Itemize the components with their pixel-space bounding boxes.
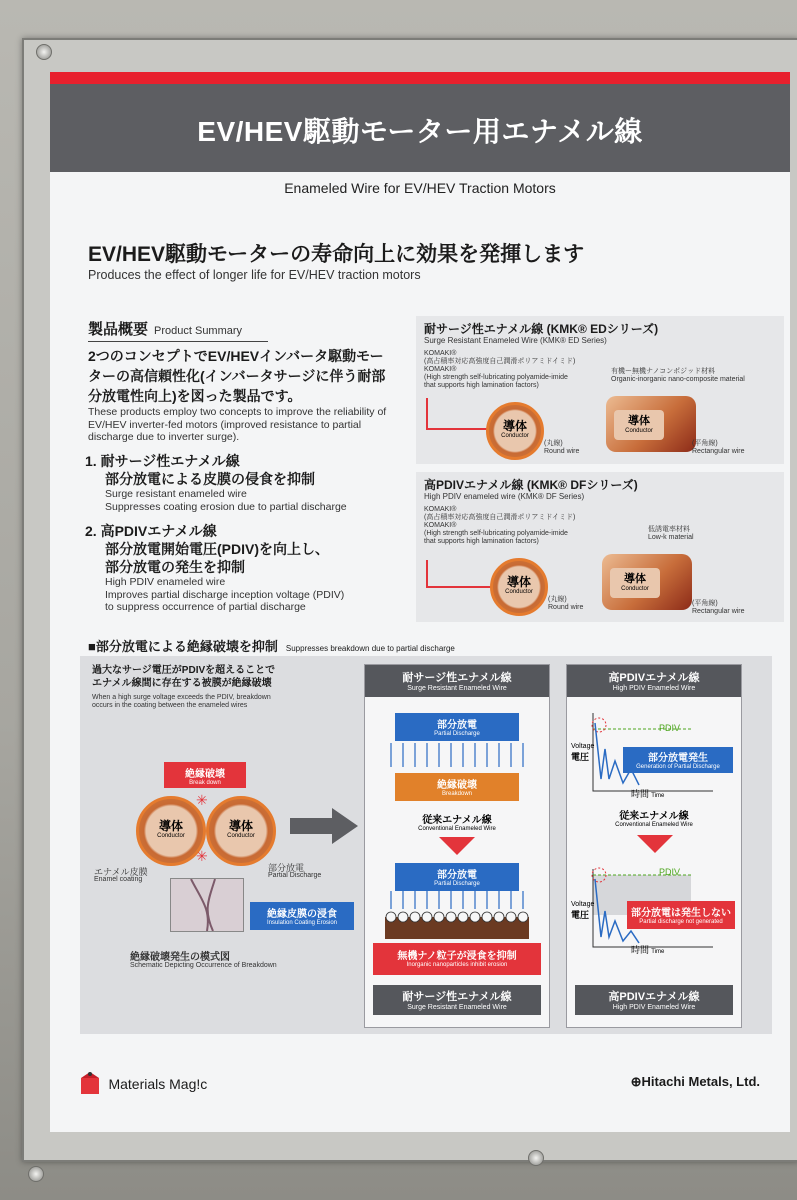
panel-ed-round-label: (丸線) Round wire: [544, 440, 580, 455]
frame-screw-bottom-left: [28, 1166, 44, 1182]
breakdown-label: 絶縁破壊 Break down: [164, 762, 246, 788]
product-summary-en: These products employ two concepts to improve the reliability of EV/HEV inverter-fed motors (improved resistance to partial discharge due to inverter surge).: [88, 406, 387, 443]
product-summary-title-en: Product Summary: [154, 325, 243, 337]
breakdown-wire-left: 導体 Conductor: [136, 796, 206, 866]
summary-item-1-en1: Surge resistant enameled wire: [105, 488, 247, 500]
pd-not-generated-label: 部分放電は発生しない Partial discharge not generated: [627, 901, 735, 929]
breakdown-section-title: ■部分放電による絶縁破壊を抑制 Suppresses breakdown due to partial discharge: [88, 639, 455, 654]
panel-df-title-en: High PDIV enameled wire (KMK® DF Series): [424, 492, 585, 501]
product-summary-jp: 2つのコンセプトでEV/HEVインバータ駆動モーターの高信頼性化(インバータサージに伴う耐部分放電性向上)を図った製品です。: [88, 348, 386, 404]
summary-item-2-sub2: 部分放電の発生を抑制: [105, 559, 245, 575]
voltage-axis-2: Voltage 電圧: [571, 901, 595, 920]
down-arrow-icon: [439, 837, 475, 855]
summary-item-2-title: 2. 高PDIVエナメル線: [85, 523, 217, 539]
pdiv-box-header: 高PDIVエナメル線 High PDIV Enameled Wire: [567, 665, 741, 697]
surge-box-header: 耐サージ性エナメル線 Surge Resistant Enameled Wire: [365, 665, 549, 697]
title-bar: [50, 84, 790, 172]
discharge-arrows-icon: [385, 743, 529, 773]
erosion-crack-icon: [171, 879, 243, 931]
pdiv-label: PDIV: [659, 723, 681, 733]
surge-box-pd: 部分放電 Partial Discharge: [395, 713, 519, 741]
enamel-coating-label: エナメル皮膜 Enamel coating: [94, 867, 148, 883]
materials-magic-logo: [78, 1070, 207, 1098]
headline: EV/HEV駆動モーターの寿命向上に効果を発揮します: [88, 243, 585, 266]
schematic-caption: 絶縁破壊発生の模式図 Schematic Depicting Occurrence of Breakdown: [130, 952, 277, 969]
poster-subtitle: Enameled Wire for EV/HEV Traction Motors: [284, 180, 556, 196]
time-axis: 時間 Time: [631, 789, 665, 799]
partial-discharge-label: 部分放電 Partial Discharge: [268, 863, 322, 879]
breakdown-intro-en: When a high surge voltage exceeds the PDIV, breakdown occurs in the coating between the enameled wires: [92, 694, 271, 709]
summary-item-2: [85, 522, 395, 614]
logo-icon: [78, 1070, 104, 1098]
frame-screw-top-left: [36, 44, 52, 60]
company-logo: [631, 1074, 760, 1090]
headline-en: Produces the effect of longer life for EV/HEV traction motors: [88, 268, 421, 282]
surge-box-breakdown: 絶縁破壊 Breakdown: [395, 773, 519, 801]
breakdown-panel: [80, 656, 772, 1034]
panel-df-lowk: 低誘電率材料 Low-k material: [648, 526, 694, 541]
summary-item-2-en2: Improves partial discharge inception voltage (PDIV): [105, 588, 345, 601]
poster-title: EV/HEV駆動モーター用エナメル線: [197, 116, 643, 147]
company-name: Hitachi Metals, Ltd.: [641, 1074, 760, 1089]
spark-icon: ✳: [196, 792, 208, 808]
product-summary-title-jp: 製品概要: [88, 321, 149, 338]
surge-box-conventional: 従来エナメル線 Conventional Enameled Wire: [418, 815, 496, 832]
panel-ed-rect-label: (平角線) Rectangular wire: [692, 440, 745, 455]
panel-df-komaki: KOMAKI® (高占積率対応高強度自己潤滑ポリアミドイミド) KOMAKI® (High strength self-lubricating polyamide-imide that supports high lamination factors): [424, 506, 576, 545]
surge-box-nano: 無機ナノ粒子が浸食を抑制 Inorganic nanoparticles inhibit erosion: [373, 943, 541, 975]
coating-erosion-label: 絶縁皮膜の浸食 Insulation Coating Erosion: [250, 902, 354, 930]
product-summary-title: [88, 318, 268, 342]
summary-item-1-sub: 部分放電による皮膜の侵食を抑制: [105, 471, 315, 487]
hitachi-mark-icon: ⊕: [630, 1074, 642, 1089]
spark-icon: ✳: [196, 848, 208, 864]
down-arrow-icon: [637, 835, 673, 853]
erosion-closeup: [170, 878, 244, 932]
breakdown-wire-right: 導体 Conductor: [206, 796, 276, 866]
pd-generated-label: 部分放電発生 Generation of Partial Discharge: [623, 747, 733, 773]
panel-ed-title: 耐サージ性エナメル線 (KMK® EDシリーズ): [424, 322, 659, 336]
summary-item-1-en2: Suppresses coating erosion due to partial discharge: [105, 500, 347, 513]
panel-ed-series: [416, 316, 784, 464]
panel-ed-title-en: Surge Resistant Enameled Wire (KMK® ED Series): [424, 336, 607, 345]
high-pdiv-box: [566, 664, 742, 1028]
surge-resistant-box: [364, 664, 550, 1028]
panel-ed-rect-wire: 導体 Conductor: [606, 396, 696, 452]
time-axis-2: 時間 Time: [631, 945, 665, 955]
pdiv-box-footer: 高PDIVエナメル線 High PDIV Enameled Wire: [575, 985, 733, 1015]
panel-ed-round-wire: 導体 Conductor: [486, 402, 544, 460]
right-arrow-icon: [290, 806, 360, 846]
panel-df-round-label: (丸線) Round wire: [548, 596, 584, 611]
surge-box-pd2: 部分放電 Partial Discharge: [395, 863, 519, 891]
summary-item-1: [85, 452, 395, 513]
panel-ed-nano: 有機ー無機ナノコンポジッド材料 Organic-inorganic nano-composite material: [611, 368, 745, 383]
nanoparticle-layer-icon: [385, 891, 529, 943]
poster: [50, 72, 790, 1132]
panel-ed-komaki: KOMAKI® (高占積率対応高強度自己潤滑ポリアミドイミド) KOMAKI® (High strength self-lubricating polyamide-imide that supports high lamination factors): [424, 350, 576, 389]
summary-item-1-title: 1. 耐サージ性エナメル線: [85, 453, 240, 469]
top-red-bar: [50, 72, 790, 84]
panel-df-rect-wire: 導体 Conductor: [602, 554, 692, 610]
breakdown-intro-jp: 過大なサージ電圧がPDIVを超えることで エナメル線間に存在する被膜が絶縁破壊: [92, 665, 276, 689]
pdiv-label-2: PDIV: [659, 867, 681, 877]
pdiv-box-conventional: 従来エナメル線 Conventional Enameled Wire: [615, 811, 693, 828]
panel-df-title: 高PDIVエナメル線 (KMK® DFシリーズ): [424, 478, 638, 492]
brand-name: Materials Mag!c: [108, 1076, 208, 1092]
panel-df-rect-label: (平角線) Rectangular wire: [692, 600, 745, 615]
summary-item-2-en3: to suppress occurrence of partial discharge: [105, 601, 306, 613]
panel-df-round-wire: 導体 Conductor: [490, 558, 548, 616]
surge-box-footer: 耐サージ性エナメル線 Surge Resistant Enameled Wire: [373, 985, 541, 1015]
panel-df-series: [416, 472, 784, 622]
frame-screw-bottom-right: [528, 1150, 544, 1166]
summary-item-2-sub: 部分放電開始電圧(PDIV)を向上し、: [105, 541, 329, 557]
voltage-axis: Voltage 電圧: [571, 743, 595, 762]
summary-item-2-en1: High PDIV enameled wire: [105, 576, 226, 588]
